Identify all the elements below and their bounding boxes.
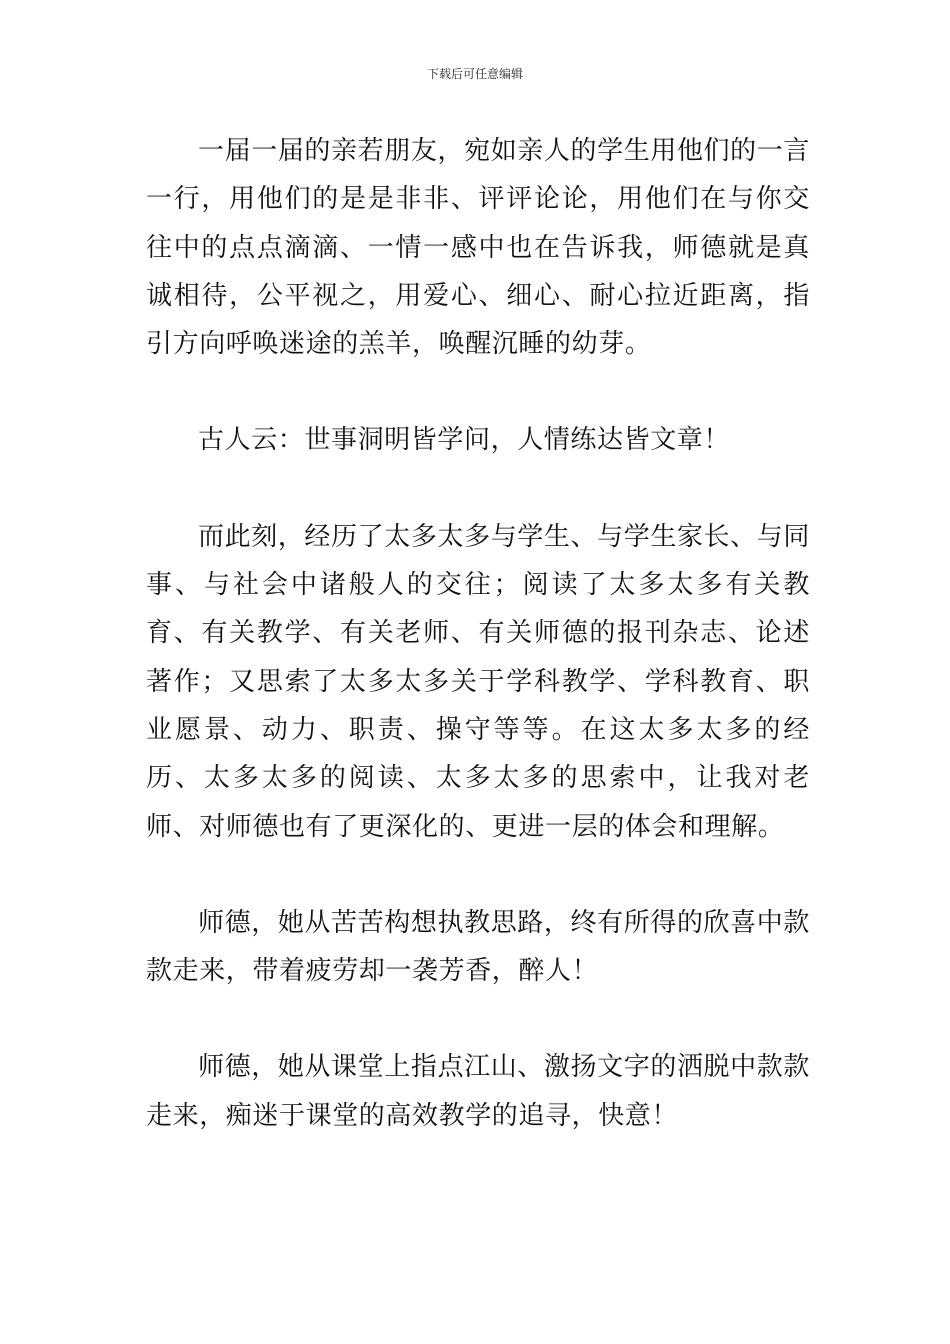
paragraph-spacer — [146, 465, 810, 513]
paragraph-3: 而此刻，经历了太多太多与学生、与学生家长、与同事、与社会中诸般人的交往；阅读了太多太多有关教育、有关教学、有关老师、有关师德的报刊杂志、论述著作；又思索了太多太多关于学科教学、学科教育、职业愿景、动力、职责、操守等等。在这太多太多的经历、太多太多的阅读、太多太多的思索中，让我对老师、对师德也有了更深化的、更进一层的体会和理解。 — [146, 521, 810, 842]
paragraph-2: 古人云：世事洞明皆学问，人情练达皆文章！ — [198, 425, 731, 456]
paragraph-4: 师德，她从苦苦构想执教思路，终有所得的欣喜中款款走来，带着疲劳却一袭芳香，醉人！ — [146, 907, 810, 987]
page-header: 下载后可任意编辑 — [426, 67, 523, 81]
paragraph-1: 一届一届的亲若朋友，宛如亲人的学生用他们的一言一行，用他们的是是非非、评评论论，用他们在与你交往中的点点滴滴、一情一感中也在告诉我，师德就是真诚相待，公平视之，用爱心、细心、耐心拉近距离，指引方向呼唤迷途的羔羊，唤醒沉睡的幼芽。 — [146, 136, 810, 360]
paragraph-spacer — [146, 368, 810, 416]
paragraph-spacer — [146, 995, 810, 1043]
paragraph-5: 师德，她从课堂上指点江山、激扬文字的洒脱中款款走来，痴迷于课堂的高效教学的追寻，快意！ — [146, 1052, 810, 1131]
paragraph-spacer — [146, 851, 810, 899]
document-body — [146, 127, 810, 1140]
